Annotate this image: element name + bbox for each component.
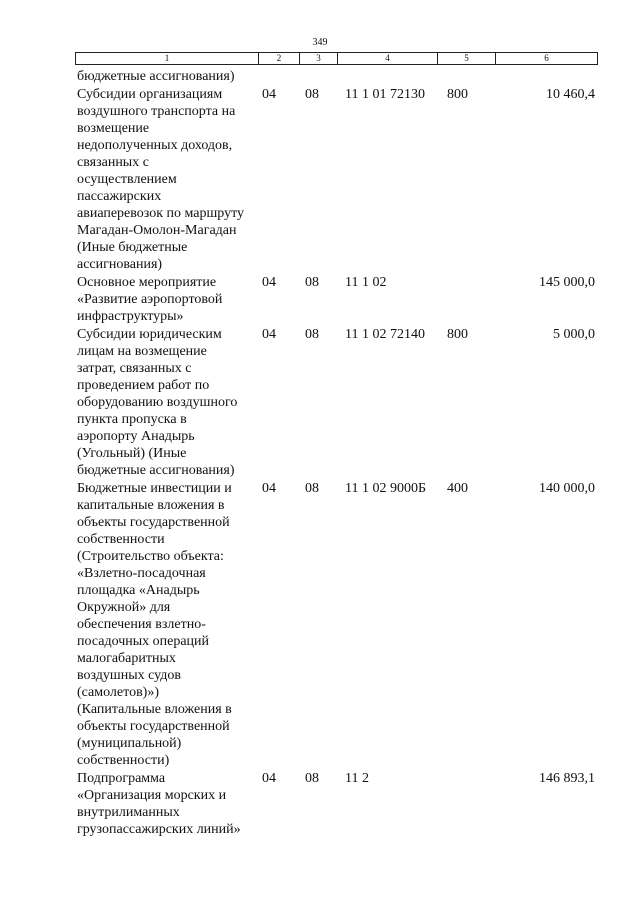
col-header-6: 6	[496, 53, 598, 65]
amount	[505, 68, 598, 85]
amount: 145 000,0	[539, 275, 595, 290]
subsection-code: 08	[305, 275, 319, 290]
table-row	[75, 68, 598, 85]
expense-type-code	[445, 68, 505, 85]
item-name: Субсидии организациям воздушного транспорта на возмещение недополученных доходов, связанных с осуществлением пассажирских авиаперевозок по маршруту Магадан-Омолон-Магадан (Иные бюджетные ассигнования)	[77, 87, 245, 272]
expense-type-code: 800	[447, 87, 468, 102]
table-row	[75, 770, 598, 838]
table-row	[75, 480, 598, 769]
table-row	[75, 86, 598, 273]
target-article-code: 11 2	[345, 771, 369, 786]
section-code: 04	[262, 275, 276, 290]
section-code	[260, 68, 303, 85]
item-name: бюджетные ассигнования)	[77, 69, 235, 84]
subsection-code: 08	[305, 327, 319, 342]
budget-table-body	[75, 68, 598, 839]
section-code: 04	[262, 327, 276, 342]
item-name: Основное мероприятие «Развитие аэропортовой инфраструктуры»	[77, 275, 223, 324]
col-header-4: 4	[338, 53, 438, 65]
section-code: 04	[262, 481, 276, 496]
column-header-table	[75, 52, 598, 65]
subsection-code: 08	[305, 87, 319, 102]
item-name: Бюджетные инвестиции и капитальные вложения в объекты государственной собственности (Строительство объекта: «Взлетно-посадочная площадка «Анадырь Окружной» для обеспечения взлетно- посадочных операций малогабаритных воздушных судов (самолетов)») (Капитальные вложения в объекты государственной (муниципальной) собственности)	[77, 481, 232, 768]
page-number: 349	[312, 37, 328, 48]
amount: 5 000,0	[553, 327, 595, 342]
expense-type-code: 400	[447, 481, 468, 496]
table-row	[75, 274, 598, 325]
amount: 140 000,0	[539, 481, 595, 496]
amount: 10 460,4	[546, 87, 595, 102]
target-article-code: 11 1 02 9000Б	[345, 481, 427, 496]
target-article-code: 11 1 01 72130	[345, 87, 425, 102]
target-article-code	[343, 68, 445, 85]
section-code: 04	[262, 87, 276, 102]
col-header-5: 5	[438, 53, 496, 65]
table-row	[75, 326, 598, 479]
subsection-code: 08	[305, 481, 319, 496]
item-name: Субсидии юридическим лицам на возмещение затрат, связанных с проведением работ по оборудованию воздушного пункта пропуска в аэропорту Анадырь (Угольный) (Иные бюджетные ассигнования)	[77, 327, 238, 478]
column-header-row	[76, 53, 598, 65]
item-name: Подпрограмма «Организация морских и внутрилиманных грузопассажирских линий»	[77, 771, 241, 837]
target-article-code: 11 1 02 72140	[345, 327, 425, 342]
expense-type-code	[445, 274, 505, 325]
col-header-3: 3	[300, 53, 338, 65]
expense-type-code: 800	[447, 327, 468, 342]
subsection-code: 08	[305, 771, 319, 786]
section-code: 04	[262, 771, 276, 786]
col-header-2: 2	[259, 53, 300, 65]
target-article-code: 11 1 02	[345, 275, 387, 290]
col-header-1: 1	[76, 53, 259, 65]
expense-type-code	[445, 770, 505, 838]
subsection-code	[303, 68, 343, 85]
amount: 146 893,1	[539, 771, 595, 786]
